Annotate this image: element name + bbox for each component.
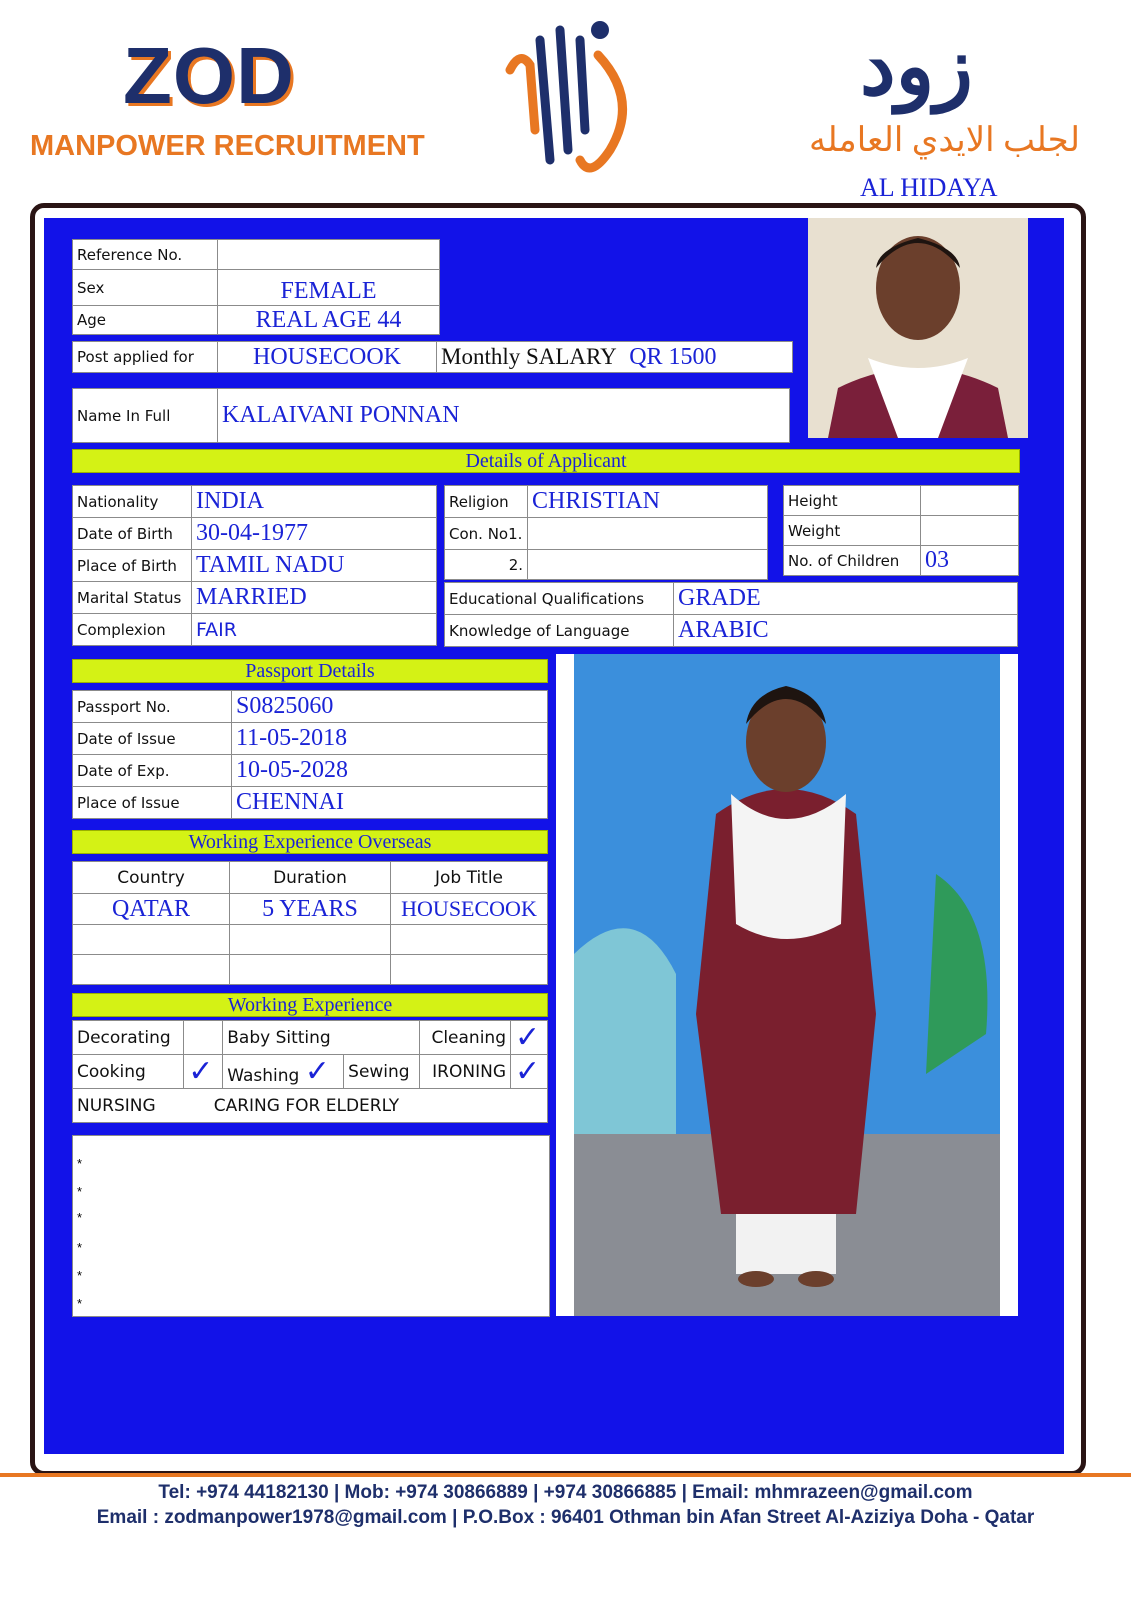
logo-zod: ZOD — [123, 31, 295, 120]
cleaning-label: Cleaning — [420, 1021, 511, 1055]
ironing-check-icon: ✓ — [511, 1055, 548, 1089]
footer-contact-line2: Email : zodmanpower1978@gmail.com | P.O.Box : 96401 Othman bin Afan Street Al-Aziziya Doha - Qatar — [96, 1507, 1035, 1528]
nationality-label: Nationality — [73, 486, 192, 518]
sex-value: FEMALE — [218, 270, 440, 306]
name-table — [72, 388, 790, 443]
nationality-value: INDIA — [192, 486, 437, 518]
details-bar: Details of Applicant — [72, 449, 1020, 473]
salary-label: Monthly SALARY — [441, 343, 617, 369]
skills-table — [72, 1020, 548, 1123]
expiry-date-label: Date of Exp. — [73, 755, 232, 787]
arabic-logo: زود — [860, 24, 973, 112]
religion-label: Religion — [445, 486, 528, 518]
contact1-value — [528, 518, 768, 550]
complexion-label: Complexion — [73, 614, 192, 646]
contact1-label: Con. No1. — [445, 518, 528, 550]
expiry-date-value: 10-05-2028 — [232, 755, 548, 787]
washing-label — [223, 1055, 344, 1089]
footer-contact-line1: Tel: +974 44182130 | Mob: +974 30866889 | +974 30866885 | Email: mhmrazeen@gmail.com — [158, 1482, 973, 1503]
religion-value: CHRISTIAN — [528, 486, 768, 518]
height-label: Height — [784, 486, 921, 516]
issue-place-value: CHENNAI — [232, 787, 548, 819]
duration-header: Duration — [230, 862, 391, 894]
contact2-value — [528, 550, 768, 580]
children-label: No. of Children — [784, 546, 921, 576]
education-table — [444, 582, 1018, 647]
decorating-check — [184, 1021, 223, 1055]
name-value: KALAIVANI PONNAN — [218, 389, 790, 443]
baby-sitting-label: Baby Sitting — [223, 1021, 420, 1055]
cooking-check-icon: ✓ — [184, 1055, 223, 1089]
company-emblem — [500, 10, 640, 185]
overseas-empty-cell — [230, 955, 391, 985]
contact2-label: 2. — [445, 550, 528, 580]
nursing-label: NURSING — [73, 1089, 184, 1123]
children-value: 03 — [921, 546, 1019, 576]
footer-line — [0, 1473, 1131, 1477]
issue-date-value: 11-05-2018 — [232, 723, 548, 755]
age-value: REAL AGE 44 — [218, 306, 440, 335]
al-hidaya-label: AL HIDAYA — [860, 173, 998, 202]
weight-label: Weight — [784, 516, 921, 546]
reference-label: Reference No. — [73, 240, 218, 270]
weight-value — [921, 516, 1019, 546]
salary-value: QR 1500 — [629, 343, 717, 370]
washing-text: Washing — [227, 1065, 300, 1086]
overseas-duration: 5 YEARS — [230, 894, 391, 925]
education-value: GRADE — [674, 583, 1018, 615]
note-bullet: * — [77, 1296, 83, 1311]
arabic-subtitle: لجلب الايدي العامله — [809, 122, 1080, 159]
post-table — [72, 341, 793, 373]
note-bullet: * — [77, 1210, 83, 1225]
ironing-label: IRONING — [420, 1055, 511, 1089]
overseas-country: QATAR — [73, 894, 230, 925]
notes-box — [72, 1135, 550, 1317]
applicant-left-table — [72, 485, 437, 646]
marital-value: MARRIED — [192, 582, 437, 614]
post-value: HOUSECOOK — [218, 342, 437, 373]
dob-label: Date of Birth — [73, 518, 192, 550]
note-bullet: * — [77, 1184, 83, 1199]
sewing-label: Sewing — [344, 1055, 420, 1089]
note-bullet: * — [77, 1268, 83, 1283]
age-label: Age — [73, 306, 218, 335]
caring-elderly-label: CARING FOR ELDERLY — [184, 1089, 548, 1123]
religion-table — [444, 485, 768, 580]
note-bullet: * — [77, 1240, 83, 1255]
passport-bar: Passport Details — [72, 659, 548, 683]
overseas-empty-cell — [391, 925, 548, 955]
post-label: Post applied for — [73, 342, 218, 373]
name-label: Name In Full — [73, 389, 218, 443]
issue-place-label: Place of Issue — [73, 787, 232, 819]
overseas-empty-cell — [391, 955, 548, 985]
passport-table — [72, 690, 548, 819]
education-label: Educational Qualifications — [445, 583, 674, 615]
language-value: ARABIC — [674, 615, 1018, 647]
pob-value: TAMIL NADU — [192, 550, 437, 582]
applicant-portrait — [808, 218, 1028, 438]
passport-no-label: Passport No. — [73, 691, 232, 723]
cleaning-check-icon: ✓ — [511, 1021, 548, 1055]
passport-no-value: S0825060 — [232, 691, 548, 723]
overseas-job-title: HOUSECOOK — [391, 894, 548, 925]
cooking-label: Cooking — [73, 1055, 184, 1089]
overseas-empty-cell — [73, 955, 230, 985]
issue-date-label: Date of Issue — [73, 723, 232, 755]
sex-label: Sex — [73, 270, 218, 306]
overseas-empty-cell — [73, 925, 230, 955]
physical-table — [783, 485, 1019, 576]
job-title-header: Job Title — [391, 862, 548, 894]
reference-value — [218, 240, 440, 270]
experience-bar: Working Experience — [72, 993, 548, 1017]
country-header: Country — [73, 862, 230, 894]
pob-label: Place of Birth — [73, 550, 192, 582]
applicant-full-photo — [556, 654, 1018, 1316]
basic-info-table — [72, 239, 440, 335]
marital-label: Marital Status — [73, 582, 192, 614]
company-subtitle: MANPOWER RECRUITMENT — [30, 130, 425, 162]
overseas-bar: Working Experience Overseas — [72, 830, 548, 854]
dob-value: 30-04-1977 — [192, 518, 437, 550]
language-label: Knowledge of Language — [445, 615, 674, 647]
note-bullet: * — [77, 1156, 83, 1171]
height-value — [921, 486, 1019, 516]
complexion-value: FAIR — [192, 614, 437, 646]
overseas-empty-cell — [230, 925, 391, 955]
overseas-table — [72, 861, 548, 985]
washing-check-icon: ✓ — [304, 1053, 330, 1089]
decorating-label: Decorating — [73, 1021, 184, 1055]
